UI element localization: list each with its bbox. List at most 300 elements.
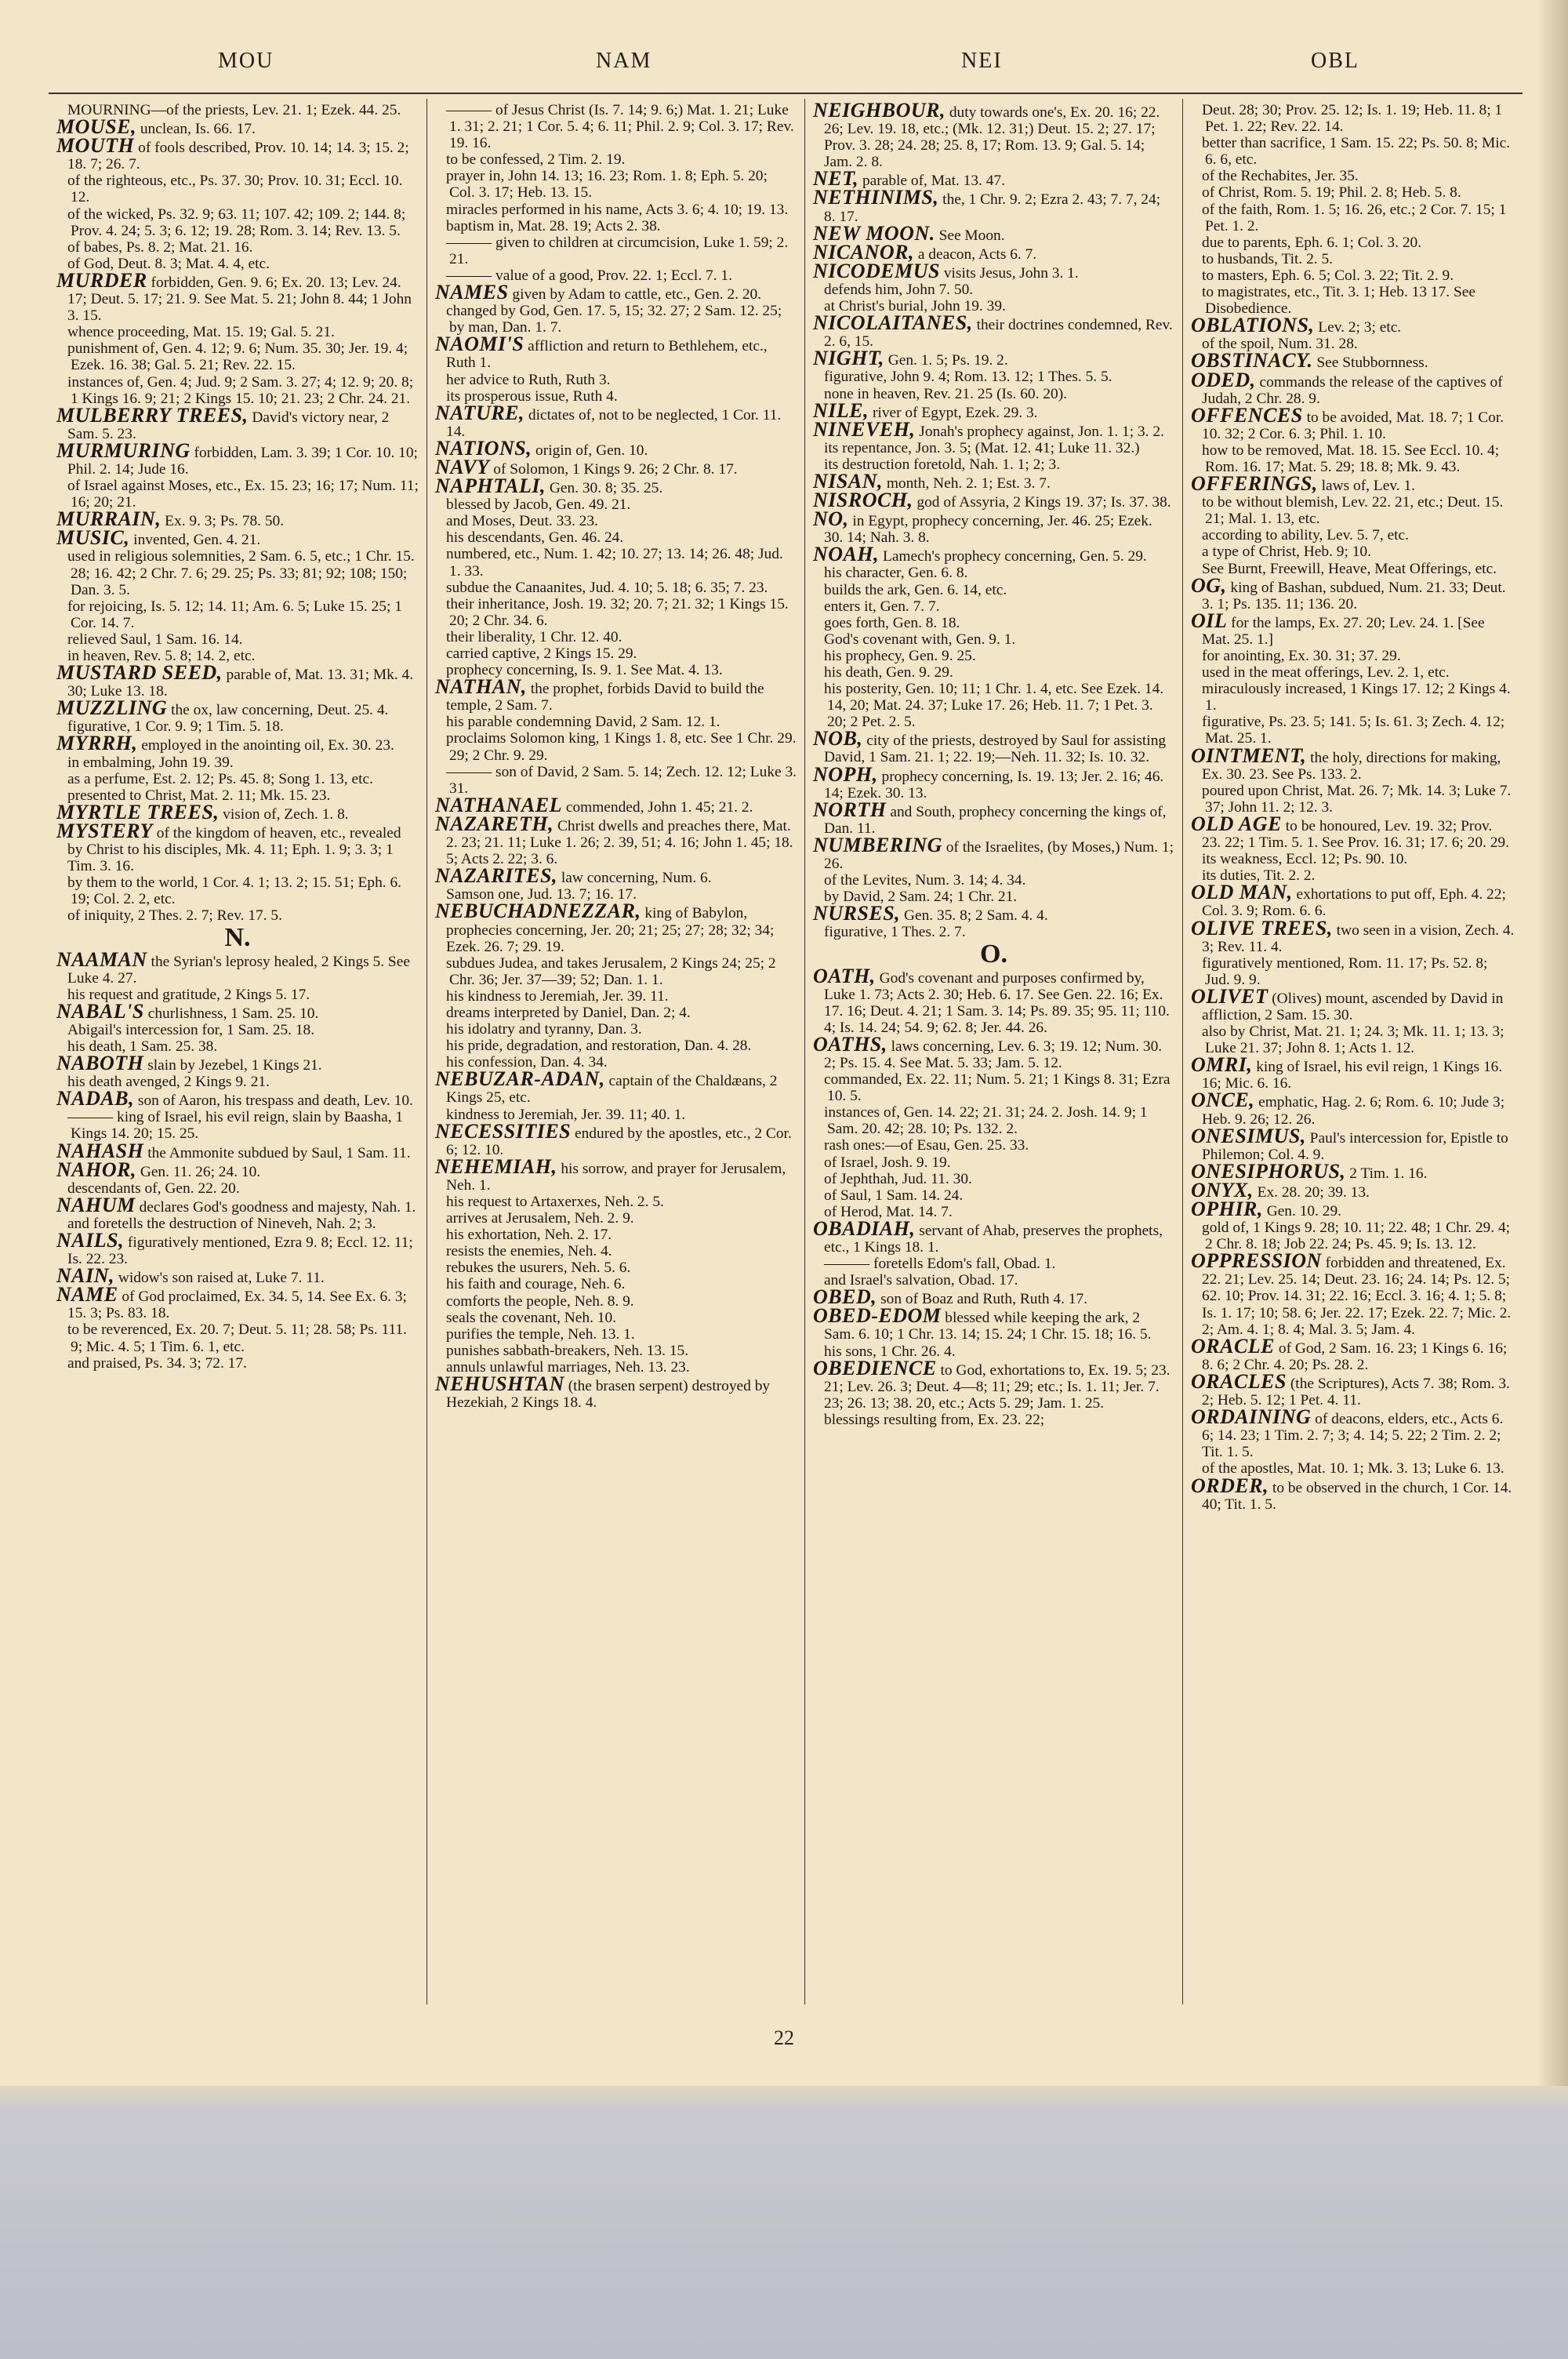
index-subentry: Deut. 28; 30; Prov. 25. 12; Is. 1. 19; Heb. 11. 8; 1 Pet. 1. 22; Rev. 22. 14. xyxy=(1202,102,1503,136)
index-subentry: resists the enemies, Neh. 4. xyxy=(446,1243,612,1260)
entry-headword: MOUSE, xyxy=(56,115,136,139)
index-subentry: Samson one, Jud. 13. 7; 16. 17. xyxy=(446,886,637,903)
entry-headword: NAOMI'S xyxy=(435,333,524,356)
entry-references: affliction and return to Bethlehem, etc., Ruth 1. xyxy=(446,338,768,372)
entry-headword: NATIONS, xyxy=(435,436,532,460)
index-subentry: poured upon Christ, Mat. 26. 7; Mk. 14. 3; Luke 7. 37; John 11. 2; 12. 3. xyxy=(1202,782,1512,816)
entry-headword: MULBERRY TREES, xyxy=(56,403,249,427)
entry-references: Gen. 30. 8; 35. 25. xyxy=(546,480,663,497)
index-entry xyxy=(56,1283,419,1322)
entry-headword: ONCE, xyxy=(1191,1089,1255,1112)
index-subentry: according to ability, Lev. 5. 7, etc. xyxy=(1202,527,1410,544)
running-head-1: MOU xyxy=(218,49,274,73)
entry-references: the, 1 Chr. 9. 2; Ezra 2. 43; 7. 7, 24; 8. 17. xyxy=(824,191,1161,225)
index-subentry: seals the covenant, Neh. 10. xyxy=(446,1309,616,1326)
index-subentry: as a perfume, Est. 2. 12; Ps. 45. 8; Song 1. 13, etc. xyxy=(67,770,373,787)
entry-references: invented, Gen. 4. 21. xyxy=(129,532,261,549)
index-column-4 xyxy=(1182,99,1523,2005)
index-subentry: prophecy concerning, Is. 9. 1. See Mat. 4. 13. xyxy=(446,662,723,679)
index-entry xyxy=(56,134,419,173)
index-subentry: his confession, Dan. 4. 34. xyxy=(446,1054,608,1071)
entry-headword: NICOLAITANES, xyxy=(813,311,973,335)
index-entry xyxy=(1191,1198,1515,1220)
header-rule xyxy=(49,93,1523,94)
index-entry xyxy=(435,864,797,888)
entry-headword: NOAH, xyxy=(813,543,880,566)
index-subentry: also by Christ, Mat. 21. 1; 24. 3; Mk. 11. 1; 13. 3; Luke 21. 37; John 8. 1; Acts 1. 12. xyxy=(1202,1023,1504,1057)
section-letter: O. xyxy=(980,939,1007,969)
index-entry xyxy=(56,438,419,478)
index-subentry: and Moses, Deut. 33. 23. xyxy=(446,513,598,530)
entry-headword: NETHINIMS, xyxy=(813,186,939,209)
running-head-4: OBL xyxy=(1311,49,1359,73)
entry-headword: NISROCH, xyxy=(813,489,913,512)
index-entry xyxy=(1191,1053,1515,1092)
index-subentry: carried captive, 2 Kings 15. 29. xyxy=(446,645,637,662)
entry-references: See Stubbornness. xyxy=(1312,354,1428,372)
entry-references: Gen. 10. 29. xyxy=(1262,1203,1342,1219)
index-entry xyxy=(813,543,1174,566)
running-head-2: NAM xyxy=(596,49,652,73)
entry-headword: OATH, xyxy=(813,964,876,987)
index-subentry: their inheritance, Josh. 19. 32; 20. 7; 21. 32; 1 Kings 15. 20; 2 Chr. 34. 6. xyxy=(446,595,789,629)
index-subentry: his kindness to Jeremiah, Jer. 39. 11. xyxy=(446,987,669,1005)
index-entry xyxy=(435,675,797,714)
index-entry xyxy=(1191,314,1515,337)
index-entry xyxy=(813,311,1174,351)
entry-references: servant of Ahab, preserves the prophets, etc., 1 Kings 18. 1. xyxy=(824,1222,1163,1256)
entry-headword: MURDER xyxy=(56,268,147,292)
entry-references: a deacon, Acts 6. 7. xyxy=(913,245,1037,263)
index-entry xyxy=(56,661,419,700)
entry-headword: NATHANAEL xyxy=(435,793,562,816)
index-subentry: his request to Artaxerxes, Neh. 2. 5. xyxy=(446,1194,664,1210)
index-subentry: purifies the temple, Neh. 13. 1. xyxy=(446,1325,635,1343)
index-subentry: due to parents, Eph. 6. 1; Col. 3. 20. xyxy=(1202,234,1422,251)
entry-headword: MUSIC, xyxy=(56,526,130,550)
index-entry xyxy=(56,732,419,755)
entry-references: king of Babylon, prophecies concerning, Jer. 20; 21; 25; 27; 28; 32; 34; Ezek. 26. 7; 29. 19. xyxy=(446,905,775,955)
entry-references: Ex. 28. 20; 39. 13. xyxy=(1253,1183,1370,1201)
entry-headword: OLD AGE xyxy=(1191,812,1282,835)
index-subentry: of the faith, Rom. 1. 5; 16. 26, etc.; 2 Cor. 7. 15; 1 Pet. 1. 2. xyxy=(1202,201,1507,234)
entry-headword: NAVY xyxy=(435,455,490,478)
entry-references: to be honoured, Lev. 19. 32; Prov. 23. 22; 1 Tim. 5. 1. See Prov. 16. 31; 17. 6; 20. 29. xyxy=(1202,817,1509,852)
index-subentry: of the Rechabites, Jer. 35. xyxy=(1202,168,1359,185)
index-subentry: ——— of Jesus Christ (Is. 7. 14; 9. 6;) Mat. 1. 21; Luke 1. 31; 2. 21; 1 Cor. 5. 4; 6. 11; Phil. 2. 9; Col. 3. 17; Rev. 19. 16. xyxy=(446,102,794,152)
entry-references: son of Boaz and Ruth, Ruth 4. 17. xyxy=(877,1291,1088,1308)
index-subentry: none in heaven, Rev. 21. 25 (Is. 60. 20). xyxy=(824,385,1068,402)
entry-headword: ORDAINING xyxy=(1191,1405,1312,1429)
index-subentry: of Herod, Mat. 14. 7. xyxy=(824,1203,953,1220)
index-subentry: its duties, Tit. 2. 2. xyxy=(1202,867,1316,885)
index-subentry: changed by God, Gen. 17. 5, 15; 32. 27; 2 Sam. 12. 25; by man, Dan. 1. 7. xyxy=(446,303,782,336)
index-subentry: his death, Gen. 9. 29. xyxy=(824,664,953,681)
entry-references: king of Israel, his evil reign, 1 Kings 16. 16; Mic. 6. 16. xyxy=(1202,1059,1503,1092)
entry-headword: NIGHT, xyxy=(813,347,884,370)
page-edge-shadow xyxy=(1537,0,1568,2086)
index-entry xyxy=(56,1193,419,1216)
entry-references: Lev. 2; 3; etc. xyxy=(1314,319,1402,336)
index-entry xyxy=(813,762,1174,801)
index-entry xyxy=(1191,1124,1515,1163)
entry-headword: NAHASH xyxy=(56,1139,144,1162)
index-subentry: for rejoicing, Is. 5. 12; 14. 11; Am. 6. 5; Luke 15. 25; 1 Cor. 14. 7. xyxy=(67,598,402,631)
index-entry xyxy=(56,819,419,875)
entry-headword: OMRI, xyxy=(1191,1053,1253,1077)
index-subentry: for anointing, Ex. 30. 31; 37. 29. xyxy=(1202,648,1401,664)
section-letter: N. xyxy=(224,922,251,952)
entry-headword: OLIVE TREES, xyxy=(1191,916,1333,940)
entry-references: declares God's goodness and majesty, Nah. 1. xyxy=(135,1198,416,1216)
index-subentry: kindness to Jeremiah, Jer. 39. 11; 40. 1. xyxy=(446,1106,686,1123)
running-head-3: NEI xyxy=(961,49,1003,73)
entry-headword: NAZARITES, xyxy=(435,864,557,888)
index-subentry: at Christ's burial, John 19. 39. xyxy=(824,298,1006,315)
index-subentry: his prophecy, Gen. 9. 25. xyxy=(824,647,976,664)
entry-references: forbidden, Gen. 9. 6; Ex. 20. 13; Lev. 24. 17; Deut. 5. 17; 21. 9. See Mat. 5. 21; John 8. 44; 1 John 3. 15. xyxy=(67,274,412,325)
index-entry xyxy=(1191,1249,1515,1338)
index-entry xyxy=(56,403,419,442)
entry-references: son of Aaron, his trespass and death, Lev. 10. xyxy=(134,1092,413,1110)
index-subentry: baptism in, Mat. 28. 19; Acts 2. 38. xyxy=(446,217,661,234)
index-subentry: figuratively mentioned, Rom. 11. 17; Ps. 52. 8; Jud. 9. 9. xyxy=(1202,954,1488,988)
index-subentry: its prosperous issue, Ruth 4. xyxy=(446,387,618,405)
index-subentry: his sons, 1 Chr. 26. 4. xyxy=(824,1343,956,1360)
entry-headword: NAZARETH, xyxy=(435,812,554,835)
entry-references: (the Scriptures), Acts 7. 38; Rom. 3. 2; Heb. 5. 12; 1 Pet. 4. 11. xyxy=(1202,1375,1510,1409)
index-subentry: ——— value of a good, Prov. 22. 1; Eccl. 7. 1. xyxy=(446,267,732,284)
index-subentry: See Burnt, Freewill, Heave, Meat Offerings, etc. xyxy=(1202,560,1497,577)
index-subentry: proclaims Solomon king, 1 Kings 1. 8, etc. See 1 Chr. 29. 29; 2 Chr. 9. 29. xyxy=(446,730,797,764)
entry-headword: MUZZLING xyxy=(56,696,168,720)
index-entry xyxy=(435,281,797,304)
entry-references: of the Israelites, (by Moses,) Num. 1; 26. xyxy=(824,838,1174,873)
index-subentry: a type of Christ, Heb. 9; 10. xyxy=(1202,543,1371,561)
index-subentry: Abigail's intercession for, 1 Sam. 25. 18. xyxy=(67,1021,315,1038)
entry-references: to be observed in the church, 1 Cor. 14. 40; Tit. 1. 5. xyxy=(1202,1479,1512,1513)
index-entry xyxy=(1191,403,1515,442)
entry-headword: NISAN, xyxy=(813,469,883,493)
index-columns xyxy=(49,99,1523,2005)
index-entry xyxy=(435,333,797,372)
entry-headword: OBED, xyxy=(813,1285,877,1309)
entry-references: Gen. 11. 26; 24. 10. xyxy=(136,1163,261,1180)
index-entry xyxy=(813,1032,1174,1071)
index-column-1 xyxy=(49,99,426,2005)
index-entry xyxy=(435,1119,797,1158)
entry-references: Ex. 9. 3; Ps. 78. 50. xyxy=(161,513,285,530)
entry-references: laws of, Lev. 1. xyxy=(1317,478,1415,495)
entry-headword: NUMBERING xyxy=(813,833,942,856)
entry-references: figuratively mentioned, Ezra 9. 8; Eccl. 12. 11; Is. 22. 23. xyxy=(67,1234,413,1268)
index-subentry: figurative, John 9. 4; Rom. 13. 12; 1 Thes. 5. 5. xyxy=(824,369,1112,386)
entry-headword: NAPHTALI, xyxy=(435,474,546,498)
entry-references: laws concerning, Lev. 6. 3; 19. 12; Num. 30. 2; Ps. 15. 4. See Mat. 5. 33; Jam. 5. 12. xyxy=(824,1038,1163,1071)
entry-headword: MYRRH, xyxy=(56,732,138,755)
entry-headword: NEHEMIAH, xyxy=(435,1154,557,1178)
entry-references: See Moon. xyxy=(935,227,1005,244)
index-subentry: figurative, 1 Cor. 9. 9; 1 Tim. 5. 18. xyxy=(67,718,284,736)
index-subentry: relieved Saul, 1 Sam. 16. 14. xyxy=(67,631,243,648)
entry-headword: ORACLE xyxy=(1191,1334,1276,1358)
entry-references: law concerning, Num. 6. xyxy=(557,870,712,887)
index-subentry: arrives at Jerusalem, Neh. 2. 9. xyxy=(446,1210,634,1227)
index-subentry: ——— given to children at circumcision, Luke 1. 59; 2. 21. xyxy=(446,234,789,267)
index-subentry: goes forth, Gen. 8. 18. xyxy=(824,614,960,631)
entry-references: the holy, directions for making, Ex. 30. 23. See Ps. 133. 2. xyxy=(1202,749,1501,783)
index-subentry: in heaven, Rev. 5. 8; 14. 2, etc. xyxy=(67,648,256,664)
index-entry xyxy=(435,812,797,868)
entry-references: slain by Jezebel, 1 Kings 21. xyxy=(143,1057,322,1074)
entry-references: God's covenant and purposes confirmed by, Luke 1. 73; Acts 2. 30; Heb. 6. 17. See Gen. 22. 16; Ex. 17. 16; Deut. 4. 21; 1 Sam. 3. 14; Ps. 89. 35; 95. 11; 110. 4; Is. 14. 24; 54. 9; 62. 8; Jer. 44. 26. xyxy=(824,969,1170,1036)
index-subentry: blessings resulting from, Ex. 23. 22; xyxy=(824,1411,1045,1428)
entry-references: Gen. 1. 5; Ps. 19. 2. xyxy=(884,352,1008,369)
index-column-3 xyxy=(804,99,1182,2005)
entry-headword: OBSTINACY. xyxy=(1191,349,1313,373)
index-subentry: enters it, Gen. 7. 7. xyxy=(824,598,940,615)
entry-references: dictates of, not to be neglected, 1 Cor. 11. 14. xyxy=(446,406,782,440)
entry-headword: NICANOR, xyxy=(813,240,914,264)
index-subentry: ——— foretells Edom's fall, Obad. 1. xyxy=(824,1256,1056,1273)
index-subentry: better than sacrifice, 1 Sam. 15. 22; Ps. 50. 8; Mic. 6. 6, etc. xyxy=(1202,135,1511,169)
index-subentry: comforts the people, Neh. 8. 9. xyxy=(446,1292,634,1310)
index-subentry: builds the ark, Gen. 6. 14, etc. xyxy=(824,581,1007,598)
entry-headword: MURRAIN, xyxy=(56,507,162,531)
index-entry xyxy=(435,1372,797,1412)
entry-headword: MURMURING xyxy=(56,438,191,462)
index-subentry: his parable condemning David, 2 Sam. 12. 1. xyxy=(446,714,720,731)
index-entry xyxy=(813,727,1174,766)
index-column-2 xyxy=(426,99,804,2005)
entry-references: the ox, law concerning, Deut. 25. 4. xyxy=(167,702,389,719)
entry-headword: OBEDIENCE xyxy=(813,1356,937,1379)
index-entry xyxy=(813,259,1174,282)
index-subentry: subdue the Canaanites, Jud. 4. 10; 5. 18; 6. 35; 7. 23. xyxy=(446,579,768,596)
entry-references: blessed while keeping the ark, 2 Sam. 6. 10; 1 Chr. 13. 14; 15. 24; 1 Chr. 15. 18; 16. 5. xyxy=(824,1310,1152,1343)
entry-headword: NABOTH xyxy=(56,1052,144,1075)
entry-references: unclean, Is. 66. 17. xyxy=(136,121,256,138)
entry-references: river of Egypt, Ezek. 29. 3. xyxy=(869,404,1038,421)
index-entry xyxy=(56,947,419,987)
entry-references: (the brasen serpent) destroyed by Hezekiah, 2 Kings 18. 4. xyxy=(446,1378,771,1412)
entry-references: widow's son raised at, Luke 7. 11. xyxy=(114,1270,325,1287)
index-subentry: subdues Judea, and takes Jerusalem, 2 Kings 24; 25; 2 Chr. 36; Jer. 37—39; 52; Dan. 1. 1. xyxy=(446,954,776,988)
index-subentry: dreams interpreted by Daniel, Dan. 2; 4. xyxy=(446,1004,691,1021)
index-subentry: his death avenged, 2 Kings 9. 21. xyxy=(67,1074,270,1091)
entry-references: of Solomon, 1 Kings 9. 26; 2 Chr. 8. 17. xyxy=(489,460,738,478)
entry-headword: OPHIR, xyxy=(1191,1198,1263,1220)
entry-references: given by Adam to cattle, etc., Gen. 2. 20. xyxy=(508,286,762,304)
entry-headword: NAHUM xyxy=(56,1193,136,1216)
index-subentry: instances of, Gen. 14. 22; 21. 31; 24. 2. Josh. 14. 9; 1 Sam. 20. 42; 28. 10; Ps. 132. 2. xyxy=(824,1104,1148,1138)
index-entry xyxy=(813,417,1174,441)
index-subentry: rash ones:—of Esau, Gen. 25. 33. xyxy=(824,1137,1029,1154)
entry-references: of fools described, Prov. 10. 14; 14. 3; 15. 2; 18. 7; 26. 7. xyxy=(67,140,409,173)
index-subentry: of the wicked, Ps. 32. 9; 63. 11; 107. 42; 109. 2; 144. 8; Prov. 4. 24; 5. 3; 6. 12; 19. 28; Rom. 3. 14; Rev. 13. 5. xyxy=(67,205,406,239)
entry-headword: NADAB, xyxy=(56,1087,135,1110)
entry-headword: NO, xyxy=(813,507,849,531)
index-subentry: his request and gratitude, 2 Kings 5. 17. xyxy=(67,986,310,1003)
entry-references: king of Bashan, subdued, Num. 21. 33; Deut. 3. 1; Ps. 135. 11; 136. 20. xyxy=(1202,579,1506,612)
index-subentry: his pride, degradation, and restoration, Dan. 4. 28. xyxy=(446,1038,752,1055)
entry-headword: OLD MAN, xyxy=(1191,881,1293,904)
entry-references: vision of, Zech. 1. 8. xyxy=(219,805,349,823)
index-subentry: prayer in, John 14. 13; 16. 23; Rom. 1. 8; Eph. 5. 20; Col. 3. 17; Heb. 13. 15. xyxy=(446,168,768,202)
entry-references: (Olives) mount, ascended by David in affliction, 2 Sam. 15. 30. xyxy=(1202,990,1504,1023)
entry-references: of God, 2 Sam. 16. 23; 1 Kings 6. 16; 8. 6; 2 Chr. 4. 20; Ps. 28. 2. xyxy=(1202,1339,1508,1373)
index-subentry: instances of, Gen. 4; Jud. 9; 2 Sam. 3. 27; 4; 12. 9; 20. 8; 1 Kings 16. 9; 21; 2 Kings 15. 10; 21. 23; 2 Chr. 24. 21. xyxy=(67,373,414,407)
index-subentry: his posterity, Gen. 10; 11; 1 Chr. 1. 4, etc. See Ezek. 14. 14, 20; Mat. 24. 37; Luke 17. 26; Heb. 11. 7; 1 Pet. 3. 20; 2 Pet. 2. 5. xyxy=(824,681,1164,731)
index-subentry: used in religious solemnities, 2 Sam. 6. 5, etc.; 1 Chr. 15. 28; 16. 42; 2 Chr. 7. 6; 29. 25; Ps. 33; 81; 92; 108; 150; Dan. 3. 5. xyxy=(67,548,415,598)
entry-headword: NOPH, xyxy=(813,762,878,786)
entry-headword: NAHOR, xyxy=(56,1158,136,1181)
page-number: 22 xyxy=(774,2026,794,2049)
index-subentry: his idolatry and tyranny, Dan. 3. xyxy=(446,1021,642,1038)
entry-headword: NABAL'S xyxy=(56,999,144,1023)
index-entry xyxy=(1191,368,1515,407)
index-subentry: ——— king of Israel, his evil reign, slain by Baasha, 1 Kings 14. 20; 15. 25. xyxy=(67,1109,404,1143)
index-subentry: of the Levites, Num. 3. 14; 4. 34. xyxy=(824,872,1026,889)
entry-headword: NEBUCHADNEZZAR, xyxy=(435,900,641,923)
entry-references: in Egypt, prophecy concerning, Jer. 46. 25; Ezek. 30. 14; Nah. 3. 8. xyxy=(824,513,1152,547)
entry-references: of God proclaimed, Ex. 34. 5, 14. See Ex. 6. 3; 15. 3; Ps. 83. 18. xyxy=(67,1289,407,1322)
index-subentry: its repentance, Jon. 3. 5; (Mat. 12. 41; Luke 11. 32.) xyxy=(824,439,1140,456)
index-entry xyxy=(1191,573,1515,612)
index-subentry: MOURNING—of the priests, Lev. 21. 1; Ezek. 44. 25. xyxy=(67,102,401,118)
index-entry xyxy=(1191,812,1515,852)
entry-headword: NAIN, xyxy=(56,1264,115,1288)
entry-headword: NET, xyxy=(813,167,859,191)
index-subentry: and Israel's salvation, Obad. 17. xyxy=(824,1272,1018,1289)
entry-headword: OATHS, xyxy=(813,1032,887,1056)
index-entry xyxy=(1191,1334,1515,1373)
index-entry xyxy=(813,798,1174,837)
entry-headword: NEBUZAR-ADAN, xyxy=(435,1067,605,1091)
entry-headword: NEHUSHTAN xyxy=(435,1372,564,1396)
index-subentry: presented to Christ, Mat. 2. 11; Mk. 15. 23. xyxy=(67,787,331,804)
entry-references: of the kingdom of heaven, etc., revealed by Christ to his disciples, Mk. 4. 11; Eph. 1. 9; 3. 3; 1 Tim. 3. 16. xyxy=(67,824,401,875)
entry-references: visits Jesus, John 3. 1. xyxy=(940,264,1079,282)
index-subentry: to husbands, Tit. 2. 5. xyxy=(1202,250,1334,267)
index-entry xyxy=(56,1229,419,1268)
index-entry xyxy=(56,1158,419,1181)
index-subentry: descendants of, Gen. 22. 20. xyxy=(67,1180,240,1197)
entry-references: prophecy concerning, Is. 19. 13; Jer. 2. 16; 46. 14; Ezek. 30. 13. xyxy=(824,768,1164,801)
index-subentry: miraculously increased, 1 Kings 17. 12; 2 Kings 4. 1. xyxy=(1202,681,1511,714)
index-entry xyxy=(435,1067,797,1107)
index-subentry: blessed by Jacob, Gen. 49. 21. xyxy=(446,496,631,514)
index-subentry: his exhortation, Neh. 2. 17. xyxy=(446,1227,612,1244)
index-entry xyxy=(813,99,1174,171)
entry-headword: OPPRESSION xyxy=(1191,1249,1322,1273)
index-subentry: his descendants, Gen. 46. 24. xyxy=(446,529,624,547)
entry-references: exhortations to put off, Eph. 4. 22; Col. 3. 9; Rom. 6. 6. xyxy=(1202,886,1506,920)
entry-headword: MOUTH xyxy=(56,134,135,158)
entry-headword: OINTMENT, xyxy=(1191,743,1307,767)
entry-references: Jonah's prophecy against, Jon. 1. 1; 3. 2. xyxy=(915,423,1164,440)
entry-references: his sorrow, and prayer for Jerusalem, Neh. 1. xyxy=(446,1160,786,1194)
index-subentry: miracles performed in his name, Acts 3. 6; 4. 10; 19. 13. xyxy=(446,201,789,218)
entry-references: of deacons, elders, etc., Acts 6. 6; 14. 23; 1 Tim. 2. 7; 3; 4. 14; 5. 22; 2 Tim. 2. 2; Tit. 1. 5. xyxy=(1202,1411,1504,1461)
index-entry xyxy=(1191,1369,1515,1409)
entry-headword: NEIGHBOUR, xyxy=(813,99,946,122)
index-subentry: ——— son of David, 2 Sam. 5. 14; Zech. 12. 12; Luke 3. 31. xyxy=(446,763,797,797)
entry-references: forbidden, Lam. 3. 39; 1 Cor. 10. 10; Phil. 2. 14; Jude 16. xyxy=(67,444,418,478)
entry-references: commands the release of the captives of Judah, 2 Chr. 28. 9. xyxy=(1202,373,1503,407)
index-entry xyxy=(1191,1474,1515,1513)
entry-headword: OBED-EDOM xyxy=(813,1304,942,1328)
index-subentry: numbered, etc., Num. 1. 42; 10. 27; 13. 14; 26. 48; Jud. 1. 33. xyxy=(446,546,783,580)
index-entry xyxy=(435,900,797,955)
index-subentry: and foretells the destruction of Nineveh, Nah. 2; 3. xyxy=(67,1215,376,1232)
entry-headword: NINEVEH, xyxy=(813,417,916,441)
index-entry xyxy=(56,999,419,1023)
index-subentry: of God, Deut. 8. 3; Mat. 4. 4, etc. xyxy=(67,255,270,272)
index-subentry: by David, 2 Sam. 24; 1 Chr. 21. xyxy=(824,889,1018,906)
index-entry xyxy=(813,489,1174,512)
index-subentry: figurative, Ps. 23. 5; 141. 5; Is. 61. 3; Zech. 4. 12; Mat. 25. 1. xyxy=(1202,714,1505,747)
entry-headword: NAME xyxy=(56,1283,118,1307)
entry-references: churlishness, 1 Sam. 25. 10. xyxy=(143,1005,319,1022)
index-entry xyxy=(435,474,797,498)
entry-references: to God, exhortations to, Ex. 19. 5; 23. 21; Lev. 26. 3; Deut. 4—8; 11; 29; etc.; Is. 1. 11; Jer. 7. 23; 26. 13; 38. 20, etc.; Acts 5. 29; Jam. 1. 25. xyxy=(824,1361,1171,1412)
index-entry xyxy=(1191,916,1515,955)
entry-headword: NORTH xyxy=(813,798,887,821)
index-subentry: their liberality, 1 Chr. 12. 40. xyxy=(446,628,622,645)
entry-headword: OBLATIONS, xyxy=(1191,314,1315,337)
entry-references: parable of, Mat. 13. 31; Mk. 4. 30; Luke 13. 18. xyxy=(67,667,414,700)
index-subentry: rebukes the usurers, Neh. 5. 6. xyxy=(446,1259,631,1277)
index-subentry: of the spoil, Num. 31. 28. xyxy=(1202,336,1358,353)
index-entry xyxy=(813,507,1174,547)
index-entry xyxy=(813,902,1174,925)
entry-references: Lamech's prophecy concerning, Gen. 5. 29. xyxy=(879,548,1147,565)
index-entry xyxy=(435,1154,797,1194)
entry-headword: OFFERINGS, xyxy=(1191,472,1318,496)
entry-headword: OG, xyxy=(1191,573,1227,597)
entry-headword: OBADIAH, xyxy=(813,1216,916,1240)
entry-references: endured by the apostles, etc., 2 Cor. 6; 12. 10. xyxy=(446,1125,792,1158)
index-subentry: punishment of, Gen. 4. 12; 9. 6; Num. 35. 30; Jer. 19. 4; Ezek. 16. 38; Gal. 5. 21; Rev. 22. 15. xyxy=(67,340,408,374)
index-subentry: used in the meat offerings, Lev. 2. 1, etc. xyxy=(1202,664,1450,682)
entry-references: parable of, Mat. 13. 47. xyxy=(858,173,1005,190)
entry-headword: NURSES, xyxy=(813,902,901,925)
entry-references: for the lamps, Ex. 27. 20; Lev. 24. 1. [See Mat. 25. 1.] xyxy=(1202,614,1485,648)
index-subentry: to magistrates, etc., Tit. 3. 1; Heb. 13 17. See Disobedience. xyxy=(1202,284,1476,318)
index-entry xyxy=(813,1216,1174,1256)
index-subentry: of babes, Ps. 8. 2; Mat. 21. 16. xyxy=(67,238,253,256)
entry-references: 2 Tim. 1. 16. xyxy=(1345,1165,1428,1182)
index-entry xyxy=(56,1052,419,1075)
entry-headword: NECESSITIES xyxy=(435,1119,572,1143)
entry-references: David's victory near, 2 Sam. 5. 23. xyxy=(67,409,390,442)
index-subentry: God's covenant with, Gen. 9. 1. xyxy=(824,631,1016,648)
entry-references: to be avoided, Mat. 18. 7; 1 Cor. 10. 32; 2 Cor. 6. 3; Phil. 1. 10. xyxy=(1202,409,1504,442)
index-subentry: its weakness, Eccl. 12; Ps. 90. 10. xyxy=(1202,851,1408,868)
index-subentry: of Christ, Rom. 5. 19; Phil. 2. 8; Heb. 5. 8. xyxy=(1202,184,1461,202)
index-subentry: and praised, Ps. 34. 3; 72. 17. xyxy=(67,1354,247,1372)
index-subentry: whence proceeding, Mat. 15. 19; Gal. 5. 21. xyxy=(67,324,335,341)
index-subentry: punishes sabbath-breakers, Neh. 13. 15. xyxy=(446,1342,689,1359)
entry-references: duty towards one's, Ex. 20. 16; 22. 26; Lev. 19. 18, etc.; (Mk. 12. 31;) Deut. 15. 2; 27. 17; Prov. 3. 28; 24. 28; 25. 8, 17; Rom. 13. 9; Gal. 5. 14; Jam. 2. 8. xyxy=(824,104,1160,171)
entry-references: city of the priests, destroyed by Saul for assisting David, 1 Sam. 21. 1; 22. 19;—Neh. 11. 32; Is. 10. 32. xyxy=(824,732,1167,766)
index-entry xyxy=(813,347,1174,370)
index-subentry: defends him, John 7. 50. xyxy=(824,281,974,298)
entry-headword: MYRTLE TREES, xyxy=(56,800,220,823)
entry-headword: NAMES xyxy=(435,281,509,304)
entry-references: the Ammonite subdued by Saul, 1 Sam. 11. xyxy=(143,1144,411,1161)
